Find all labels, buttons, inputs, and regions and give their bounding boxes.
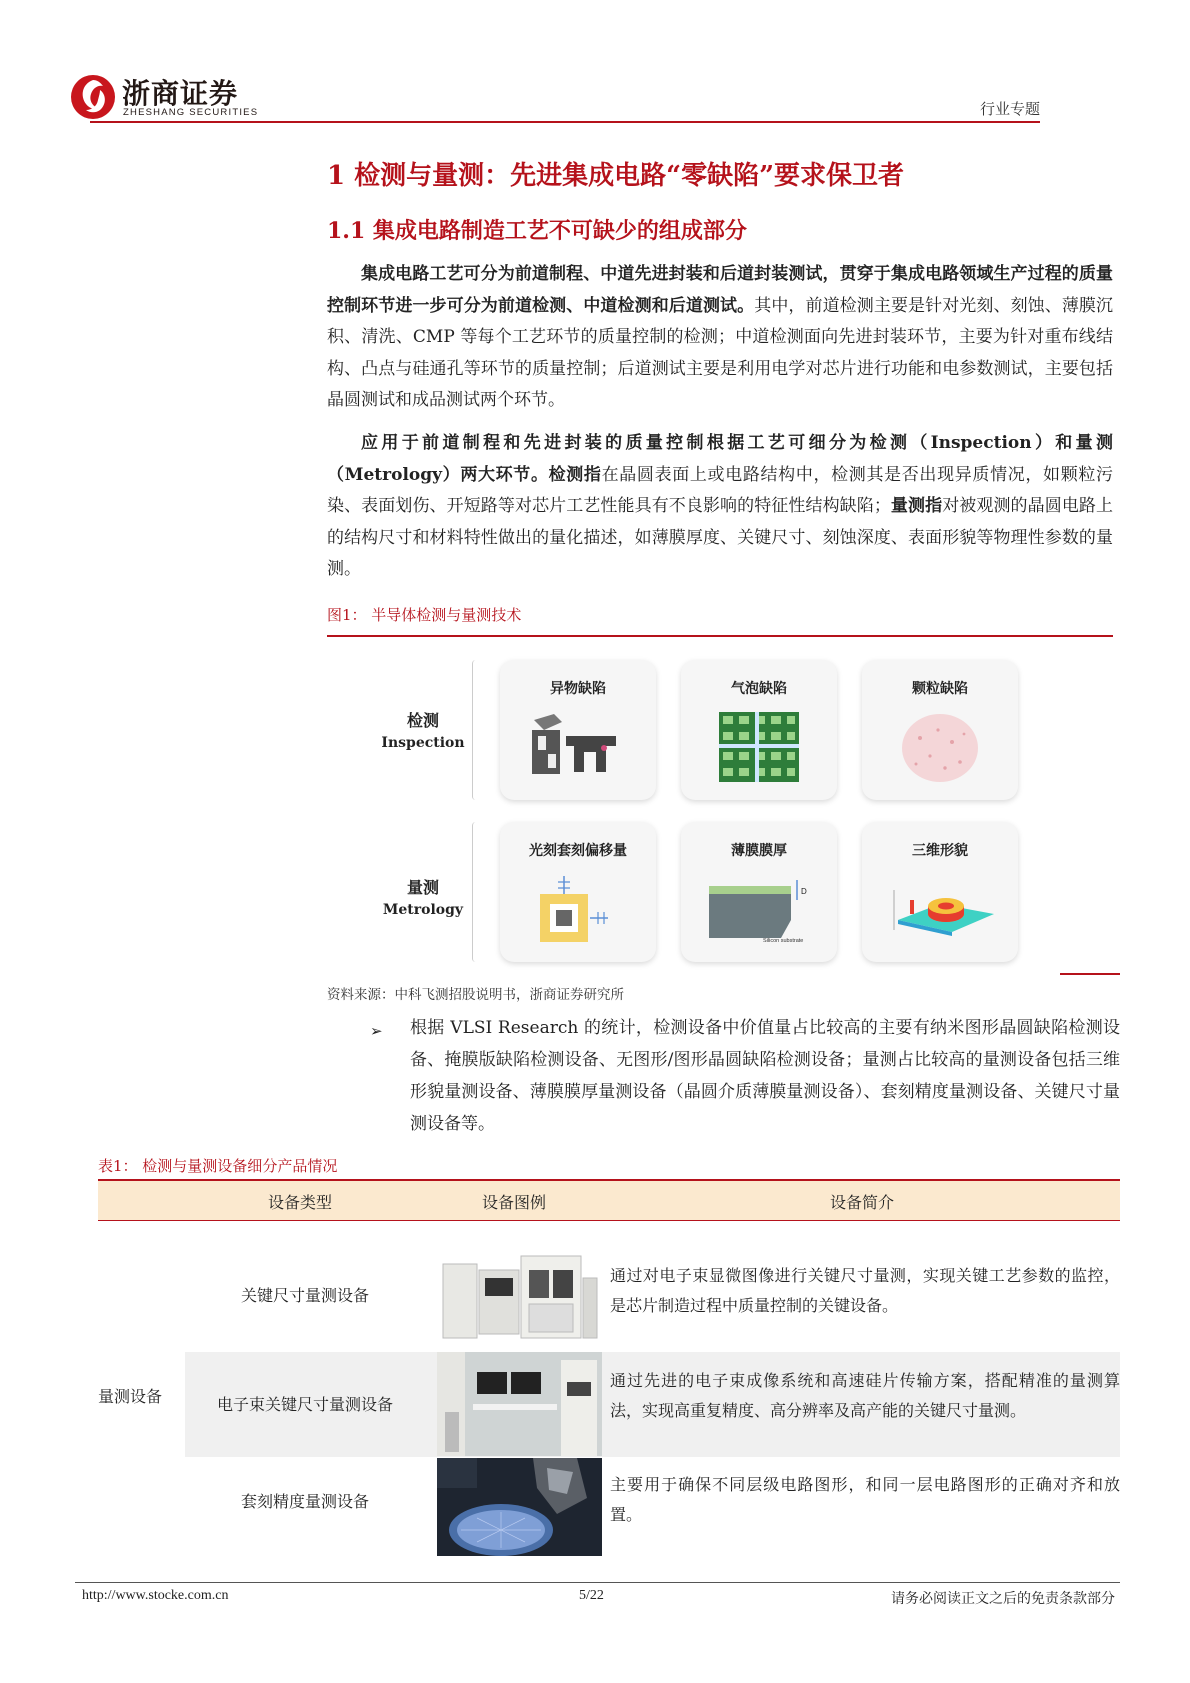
table-row-desc: 通过先进的电子束成像系统和高速硅片传输方案，搭配精准的量测算法，实现高重复精度、高分辨率及高产能的关键尺寸量测。 [610, 1371, 1120, 1420]
card-bubble-defect: 气泡缺陷 [681, 660, 837, 800]
card-3d-topography: 三维形貌 [862, 822, 1018, 962]
figure-divider [327, 635, 1113, 637]
footer-disclaimer: 请务必阅读正文之后的免责条款部分 [891, 1591, 1115, 1607]
paragraph-body: 对被观测的晶圆电路上的结构尺寸和材料特性做出的量化描述，如薄膜厚度、关键尺寸、刻蚀深度、表面形貌等物理性参数的量测。 [327, 496, 1114, 579]
bullet-arrow-icon: ➢ [370, 1022, 383, 1040]
ebeam-cd-equipment-image [437, 1352, 602, 1456]
table-header-row [98, 1181, 1120, 1220]
metrology-label: 量测 Metrology [382, 878, 464, 918]
paragraph-body: 在晶圆表面上或电路结构中，检测其是否出现异质情况，如颗粒污染、表面划伤、开短路等对芯片工艺性能具有不良影响的特征性结构缺陷； [327, 464, 1114, 516]
film-thickness-icon [709, 870, 819, 948]
logo-text: 浙商证券 [122, 77, 239, 110]
particle-defect-icon [890, 708, 990, 786]
footer-url-link[interactable]: http://www.stocke.com.cn [82, 1588, 229, 1603]
card-film-thickness: 薄膜膜厚 D Silicon substrate [681, 822, 837, 962]
table-row-type: 关键尺寸量测设备 [240, 1286, 369, 1305]
cd-sem-equipment-image [437, 1248, 602, 1348]
bracket [472, 822, 479, 962]
bullet-paragraph: 根据 VLSI Research 的统计，检测设备中价值量占比较高的主要有纳米图形晶圆缺陷检测设备、掩膜版缺陷检测设备、无图形/图形晶圆缺陷检测设备；量测占比较高的量测设备包括三维形貌量测设备、薄膜膜厚量测设备（晶圆介质薄膜量测设备）、套刻精度量测设备、关键尺寸量测设备等。 [410, 1018, 1120, 1134]
subsection-heading: 1.1 集成电路制造工艺不可缺少的组成部分 [327, 218, 747, 244]
film-substrate-label: Silicon substrate [763, 938, 804, 944]
paragraph-bold-term: 量测指 [890, 496, 943, 516]
section-heading: 1 检测与量测：先进集成电路“零缺陷”要求保卫者 [327, 161, 905, 191]
table-header-rule [98, 1220, 1120, 1221]
table-category: 量测设备 [98, 1387, 163, 1406]
table-row-desc: 主要用于确保不同层级电路图形，和同一层电路图形的正确对齐和放置。 [610, 1475, 1120, 1524]
header-divider [90, 121, 1040, 123]
page-number: 5/22 [579, 1588, 604, 1603]
paragraph-inspection-metrology [327, 428, 1113, 586]
card-overlay-offset: 光刻套刻偏移量 [500, 822, 656, 962]
inspection-label: 检测 Inspection [381, 711, 465, 751]
overlay-equipment-image [437, 1458, 602, 1556]
film-d-label: D [801, 887, 807, 896]
figure-source: 资料来源：中科飞测招股说明书，浙商证券研究所 [327, 987, 624, 1003]
logo-subtext: ZHESHANG SECURITIES [123, 107, 259, 118]
report-type-label: 行业专题 [979, 100, 1040, 118]
table-caption: 表1： 检测与量测设备细分产品情况 [98, 1157, 338, 1175]
figure-caption: 图1： 半导体检测与量测技术 [327, 606, 522, 624]
paragraph-body: 其中，前道检测主要是针对光刻、刻蚀、薄膜沉积、清洗、CMP 等每个工艺环节的质量控制的检测；中道检测面向先进封装环节，主要为针对重布线结构、凸点与硅通孔等环节的质量控制；后道测试主要是利用电学对芯片进行功能和电参数测试，主要包括晶圆测试和成品测试两个环节。 [327, 295, 1114, 410]
paragraph-process [327, 259, 1113, 417]
card-foreign-defect: 异物缺陷 [500, 660, 656, 800]
table-header-desc: 设备简介 [830, 1193, 895, 1212]
paragraph-bold-lead: 应用于前道制程和先进封装的质量控制根据工艺可细分为检测（Inspection）和量测（Metrology）两大环节。检测指 [327, 433, 1113, 485]
figure-inspection-metrology [380, 650, 1060, 970]
table-header-image: 设备图例 [482, 1193, 547, 1212]
topography-icon [890, 870, 1000, 948]
table-row-type: 套刻精度量测设备 [240, 1492, 369, 1511]
foreign-defect-icon [528, 708, 628, 786]
bracket [472, 660, 479, 800]
figure-end-divider [1060, 973, 1120, 975]
bubble-defect-icon [709, 708, 809, 786]
table-row-desc: 通过对电子束显微图像进行关键尺寸量测，实现关键工艺参数的监控，是芯片制造过程中质量控制的关键设备。 [610, 1266, 1120, 1315]
logo-icon [70, 74, 116, 120]
overlay-offset-icon [528, 870, 628, 948]
paragraph-bold-lead: 集成电路工艺可分为前道制程、中道先进封装和后道封装测试，贯穿于集成电路领域生产过程的质量控制环节进一步可分为前道检测、中道检测和后道测试。 [327, 264, 1113, 316]
footer-divider [75, 1582, 1120, 1583]
table-header-type: 设备类型 [268, 1193, 333, 1212]
table-row-type: 电子束关键尺寸量测设备 [216, 1395, 393, 1414]
card-particle-defect: 颗粒缺陷 [862, 660, 1018, 800]
